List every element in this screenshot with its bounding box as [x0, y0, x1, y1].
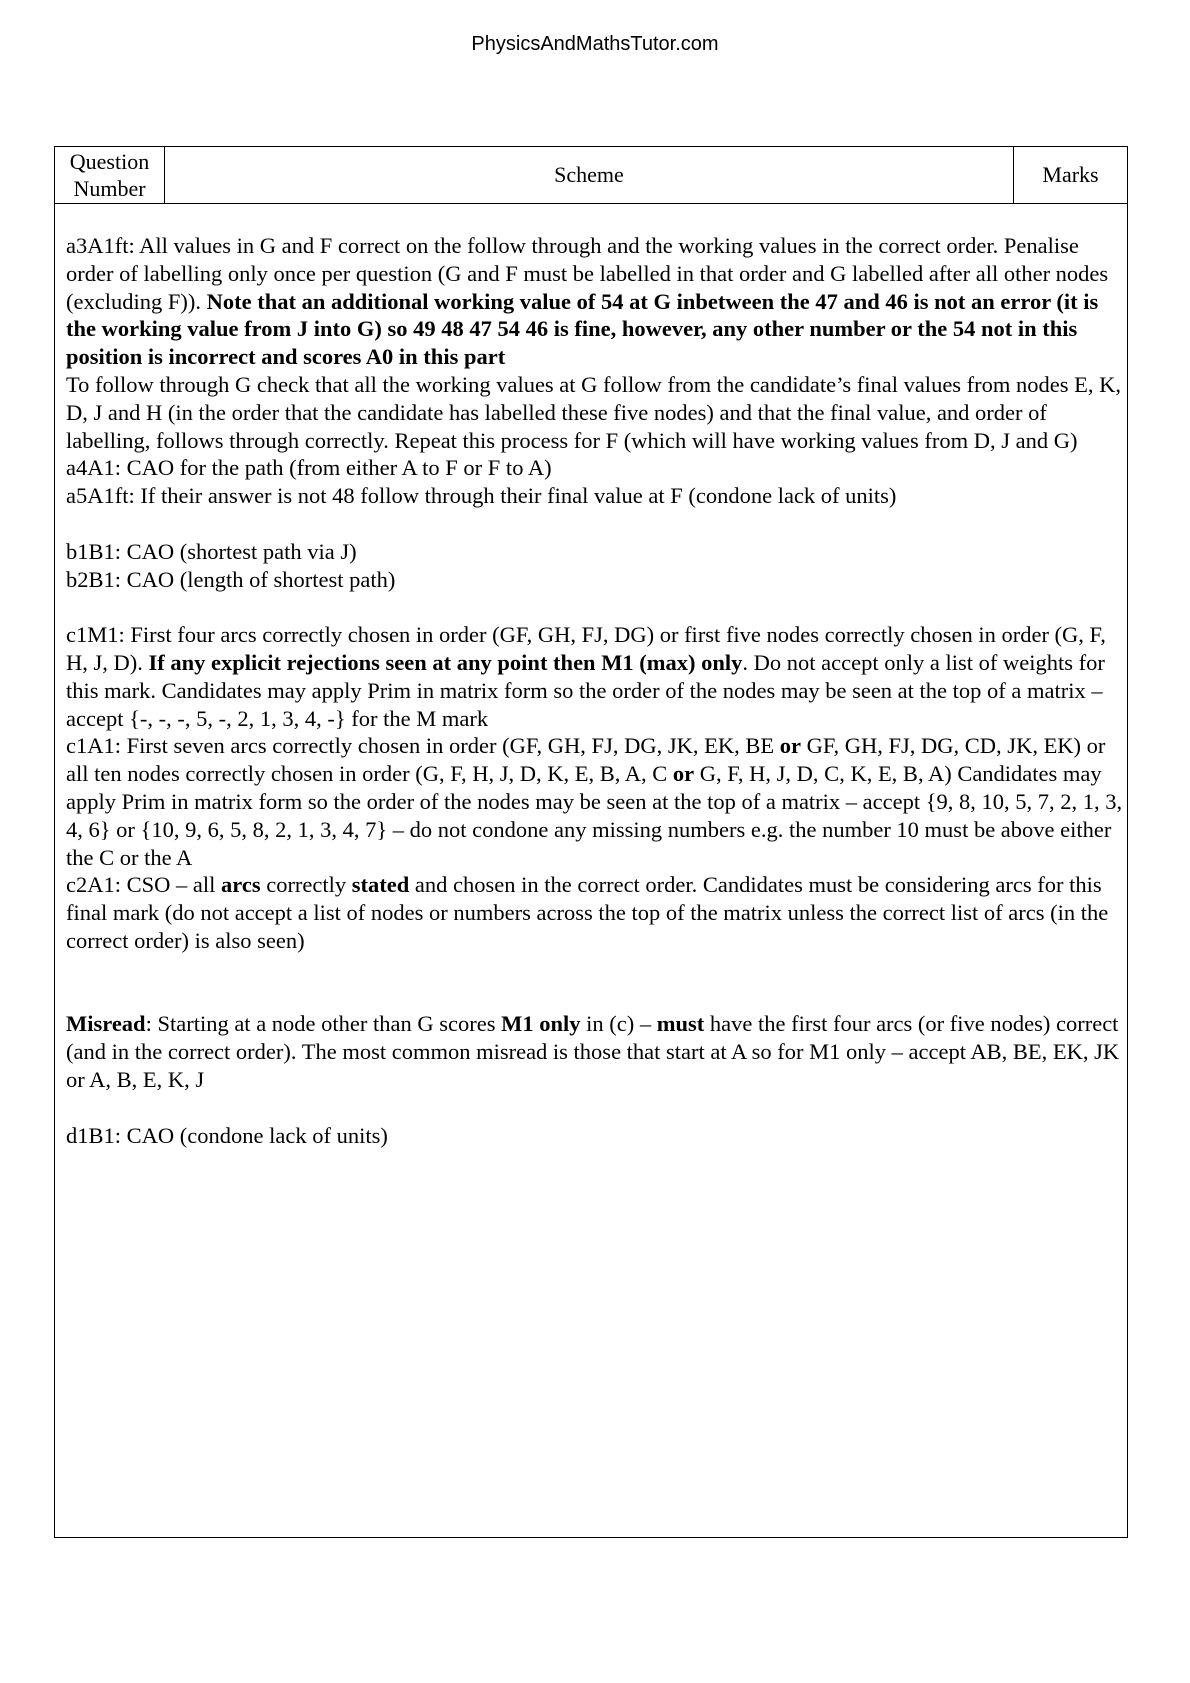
- misread-text: : Starting at a node other than G scores: [145, 1011, 502, 1037]
- misread-m1-only: M1 only: [501, 1011, 581, 1037]
- note-c1-m1-text: c1M1: First four arcs correctly chosen in order (GF, GH, FJ, DG) or first five nodes correctly chosen in order (G, F, H, J, D).: [66, 622, 1106, 675]
- note-c1-m1: [66, 621, 1126, 732]
- question-number-header: [55, 147, 165, 203]
- site-header: PhysicsAndMathsTutor.com: [471, 33, 719, 55]
- note-a3-followthrough: To follow through G check that all the working values at G follow from the candidate’s final values from nodes E, K, D, J and H (in the order that the candidate has labelled these five nodes) and that the final value, and order of labelling, follows through correctly. Repeat this process for F (which will have working values from D, J and G): [66, 371, 1122, 453]
- note-d1: d1B1: CAO (condone lack of units): [66, 1122, 388, 1148]
- table-header-row: [55, 147, 1127, 204]
- note-a3-bold: Note that an additional working value of 54 at G inbetween the 47 and 46 is not an error (it is the working value from J into G) so 49 48 47 54 46 is fine, however, any other number or the 54 not in this position is incorrect and scores A0 in this part: [66, 288, 1099, 370]
- note-misread: [66, 1010, 1126, 1093]
- marks-header: Marks: [1042, 162, 1099, 187]
- note-c1-m1-bold: If any explicit rejections seen at any point then M1 (max) only: [148, 649, 743, 675]
- misread-text2: in (c) –: [580, 1011, 657, 1037]
- note-a3-text: a3A1ft: All values in G and F correct on the follow through and the working values in the correct order. Penalise order of labelling only once per question (G and F must be labelled in that order and G labelled after all other nodes (excluding F)).: [66, 233, 1109, 314]
- note-c1-a1: [66, 732, 1126, 871]
- note-c2-text: c2A1: CSO – all: [66, 872, 221, 898]
- note-c2-text3: and chosen in the correct order. Candidates must be considering arcs for this final mark (do not accept a list of nodes or numbers across the top of the matrix unless the correct list of arcs (in the correct order) is also seen): [66, 872, 1109, 953]
- scheme-header: Scheme: [165, 147, 1014, 203]
- note-c2-bold-arcs: arcs: [221, 872, 261, 898]
- note-c2: [66, 871, 1126, 954]
- note-c1-a1-text3: G, F, H, J, D, C, K, E, B, A) Candidates may apply Prim in matrix form so the order of the nodes may be seen at the top of a matrix – accept {9, 8, 10, 5, 7, 2, 1, 3, 4, 6} or {10, 9, 6, 5, 8, 2, 1, 3, 4, 7} – do not condone any missing numbers e.g. the number 10 must be above either the C or the A: [66, 761, 1123, 870]
- note-a5: a5A1ft: If their answer is not 48 follow through their final value at F (condone lack of units): [66, 483, 897, 509]
- mark-scheme-table: [54, 146, 1128, 1538]
- note-a4: a4A1: CAO for the path (from either A to F or F to A): [66, 455, 552, 481]
- note-c1-a1-or2: or: [672, 761, 695, 787]
- note-b1: b1B1: CAO (shortest path via J): [66, 538, 357, 564]
- misread-must: must: [656, 1011, 705, 1037]
- question-header-line2: Number: [73, 176, 146, 201]
- note-c1-a1-text: c1A1: First seven arcs correctly chosen in order (GF, GH, FJ, DG, JK, EK, BE: [66, 733, 780, 759]
- note-c1-m1-text2: . Do not accept only a list of weights for this mark. Candidates may apply Prim in matrix form so the order of the nodes may be seen at the top of a matrix – accept {-, -, -, 5, -, 2, 1, 3, 4, -} for the M mark: [66, 649, 1105, 731]
- scheme-body: [66, 232, 1126, 1149]
- note-c1-a1-or: or: [779, 733, 801, 759]
- note-c2-bold-stated: stated: [351, 872, 410, 898]
- note-c1-a1-text2: GF, GH, FJ, DG, CD, JK, EK) or all ten nodes correctly chosen in order (G, F, H, J, D, K, E, B, A, C: [66, 733, 1106, 787]
- misread-label: Misread: [66, 1011, 146, 1037]
- note-c2-text2: correctly: [260, 872, 352, 898]
- misread-text3: have the first four arcs (or five nodes) correct (and in the correct order). The most common misread is those that start at A so for M1 only – accept AB, BE, EK, JK or A, B, E, K, J: [66, 1011, 1120, 1092]
- question-header-line1: Question: [69, 149, 150, 174]
- note-a3: [66, 232, 1126, 371]
- note-b2: b2B1: CAO (length of shortest path): [66, 566, 396, 592]
